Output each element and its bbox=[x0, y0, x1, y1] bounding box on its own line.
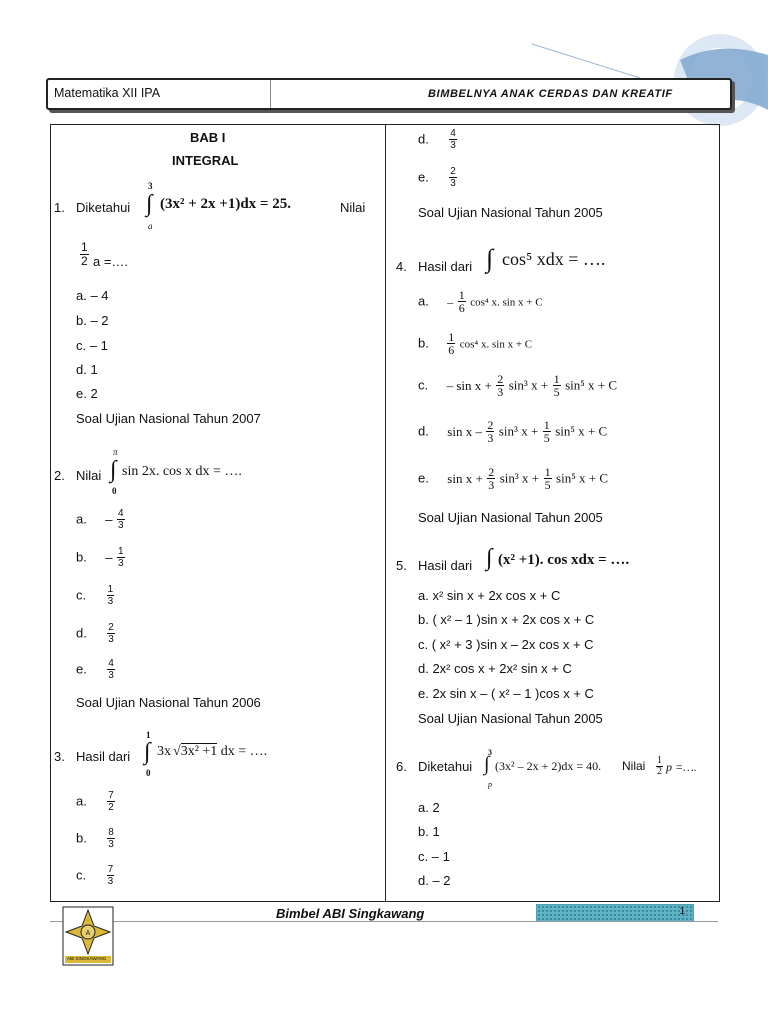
integrand: (x² +1). cos xdx = …. bbox=[498, 552, 630, 568]
page-number-box bbox=[536, 904, 694, 922]
option-e[interactable]: e. $\frac{2}{3}$ bbox=[418, 166, 456, 189]
option-e[interactable]: e. 2x sin x – ( x² – 1 )cos x + C bbox=[418, 686, 594, 701]
option-d[interactable]: d. 2x² cos x + 2x² sin x + C bbox=[418, 661, 572, 676]
integrand: (3x² + 2x +1)dx = 25. bbox=[160, 196, 291, 212]
integrand: sin 2x. cos x dx = …. bbox=[122, 464, 242, 479]
option-c[interactable]: c. $\frac{7}{3}$ bbox=[76, 864, 114, 887]
page-number: 1 bbox=[679, 906, 685, 917]
footer-rule bbox=[50, 921, 718, 922]
source-note: Soal Ujian Nasional Tahun 2005 bbox=[418, 205, 603, 220]
chapter-title: INTEGRAL bbox=[172, 153, 239, 168]
integral-sign: ∫ bbox=[146, 191, 153, 217]
option-b[interactable]: b. 1 bbox=[418, 824, 440, 839]
integral-sign: ∫ bbox=[144, 739, 151, 765]
tagline: BIMBELNYA ANAK CERDAS DAN KREATIF bbox=[428, 88, 673, 100]
integrand: 3x √3x² +1 dx = …. bbox=[157, 744, 268, 759]
option-d[interactable]: d. $\frac{2}{3}$ bbox=[76, 622, 114, 645]
option-b[interactable]: b. ( x² – 1 )sin x + 2x cos x + C bbox=[418, 612, 595, 627]
option-d[interactable]: d. sin x – $\frac{2}{3}$ sin³ x + $\frac{1}{5}$ sin⁵ x + C bbox=[418, 418, 608, 445]
option-a[interactable]: a. x² sin x + 2x cos x + C bbox=[418, 588, 561, 603]
integral-sign: ∫ bbox=[486, 545, 493, 571]
option-d[interactable]: d. $\frac{4}{3}$ bbox=[418, 128, 456, 151]
option-c[interactable]: c. – 1 bbox=[418, 849, 450, 864]
option-a[interactable]: a. – $\frac{4}{3}$ bbox=[76, 508, 124, 531]
source-note: Soal Ujian Nasional Tahun 2007 bbox=[76, 411, 261, 426]
option-a[interactable]: a. $\frac{7}{2}$ bbox=[76, 790, 114, 813]
chapter-number: BAB I bbox=[190, 130, 226, 145]
source-note: Soal Ujian Nasional Tahun 2006 bbox=[76, 695, 261, 710]
header-divider bbox=[270, 80, 271, 108]
source-note: Soal Ujian Nasional Tahun 2005 bbox=[418, 711, 603, 726]
option-c[interactable]: c. ( x² + 3 )sin x – 2x cos x + C bbox=[418, 637, 594, 652]
option-e[interactable]: e. sin x + $\frac{2}{3}$ sin³ x + $\frac{1}{5}$ sin⁵ x + C bbox=[418, 465, 608, 492]
abi-logo: A ABI SINGKAWANG bbox=[62, 906, 114, 966]
option-c[interactable]: c. $\frac{1}{3}$ bbox=[76, 584, 114, 607]
option-a[interactable]: a. – 4 bbox=[76, 288, 109, 303]
option-b[interactable]: b. $\frac{1}{6}$ cos⁴ x. sin x + C bbox=[418, 330, 533, 357]
integral-sign: ∫ bbox=[486, 244, 494, 273]
integrand: (3x² – 2x + 2)dx = 40. bbox=[495, 759, 602, 773]
header-decoration bbox=[0, 0, 768, 130]
option-c[interactable]: c. – 1 bbox=[76, 338, 108, 353]
option-c[interactable]: c. – sin x + $\frac{2}{3}$ sin³ x + $\frac{1}{5}$ sin⁵ x + C bbox=[418, 372, 618, 399]
option-a[interactable]: a. 2 bbox=[418, 800, 440, 815]
svg-text:A: A bbox=[85, 930, 91, 937]
option-d[interactable]: d. – 2 bbox=[418, 873, 451, 888]
option-d[interactable]: d. 1 bbox=[76, 362, 98, 377]
subject-label: Matematika XII IPA bbox=[54, 86, 161, 100]
integrand: cos⁵ xdx = …. bbox=[502, 249, 606, 269]
integral-sign: ∫ bbox=[484, 753, 490, 775]
integral-sign: ∫ bbox=[110, 457, 117, 483]
option-b[interactable]: b. – $\frac{1}{3}$ bbox=[76, 546, 124, 569]
option-b[interactable]: b. – 2 bbox=[76, 313, 109, 328]
option-e[interactable]: e. 2 bbox=[76, 386, 98, 401]
footer-title: Bimbel ABI Singkawang bbox=[276, 906, 425, 921]
option-e[interactable]: e. $\frac{4}{3}$ bbox=[76, 658, 114, 681]
column-divider bbox=[385, 124, 386, 902]
option-b[interactable]: b. $\frac{8}{3}$ bbox=[76, 827, 114, 850]
header-bar bbox=[46, 78, 732, 110]
source-note: Soal Ujian Nasional Tahun 2005 bbox=[418, 510, 603, 525]
option-a[interactable]: a. – $\frac{1}{6}$ cos⁴ x. sin x + C bbox=[418, 288, 543, 315]
